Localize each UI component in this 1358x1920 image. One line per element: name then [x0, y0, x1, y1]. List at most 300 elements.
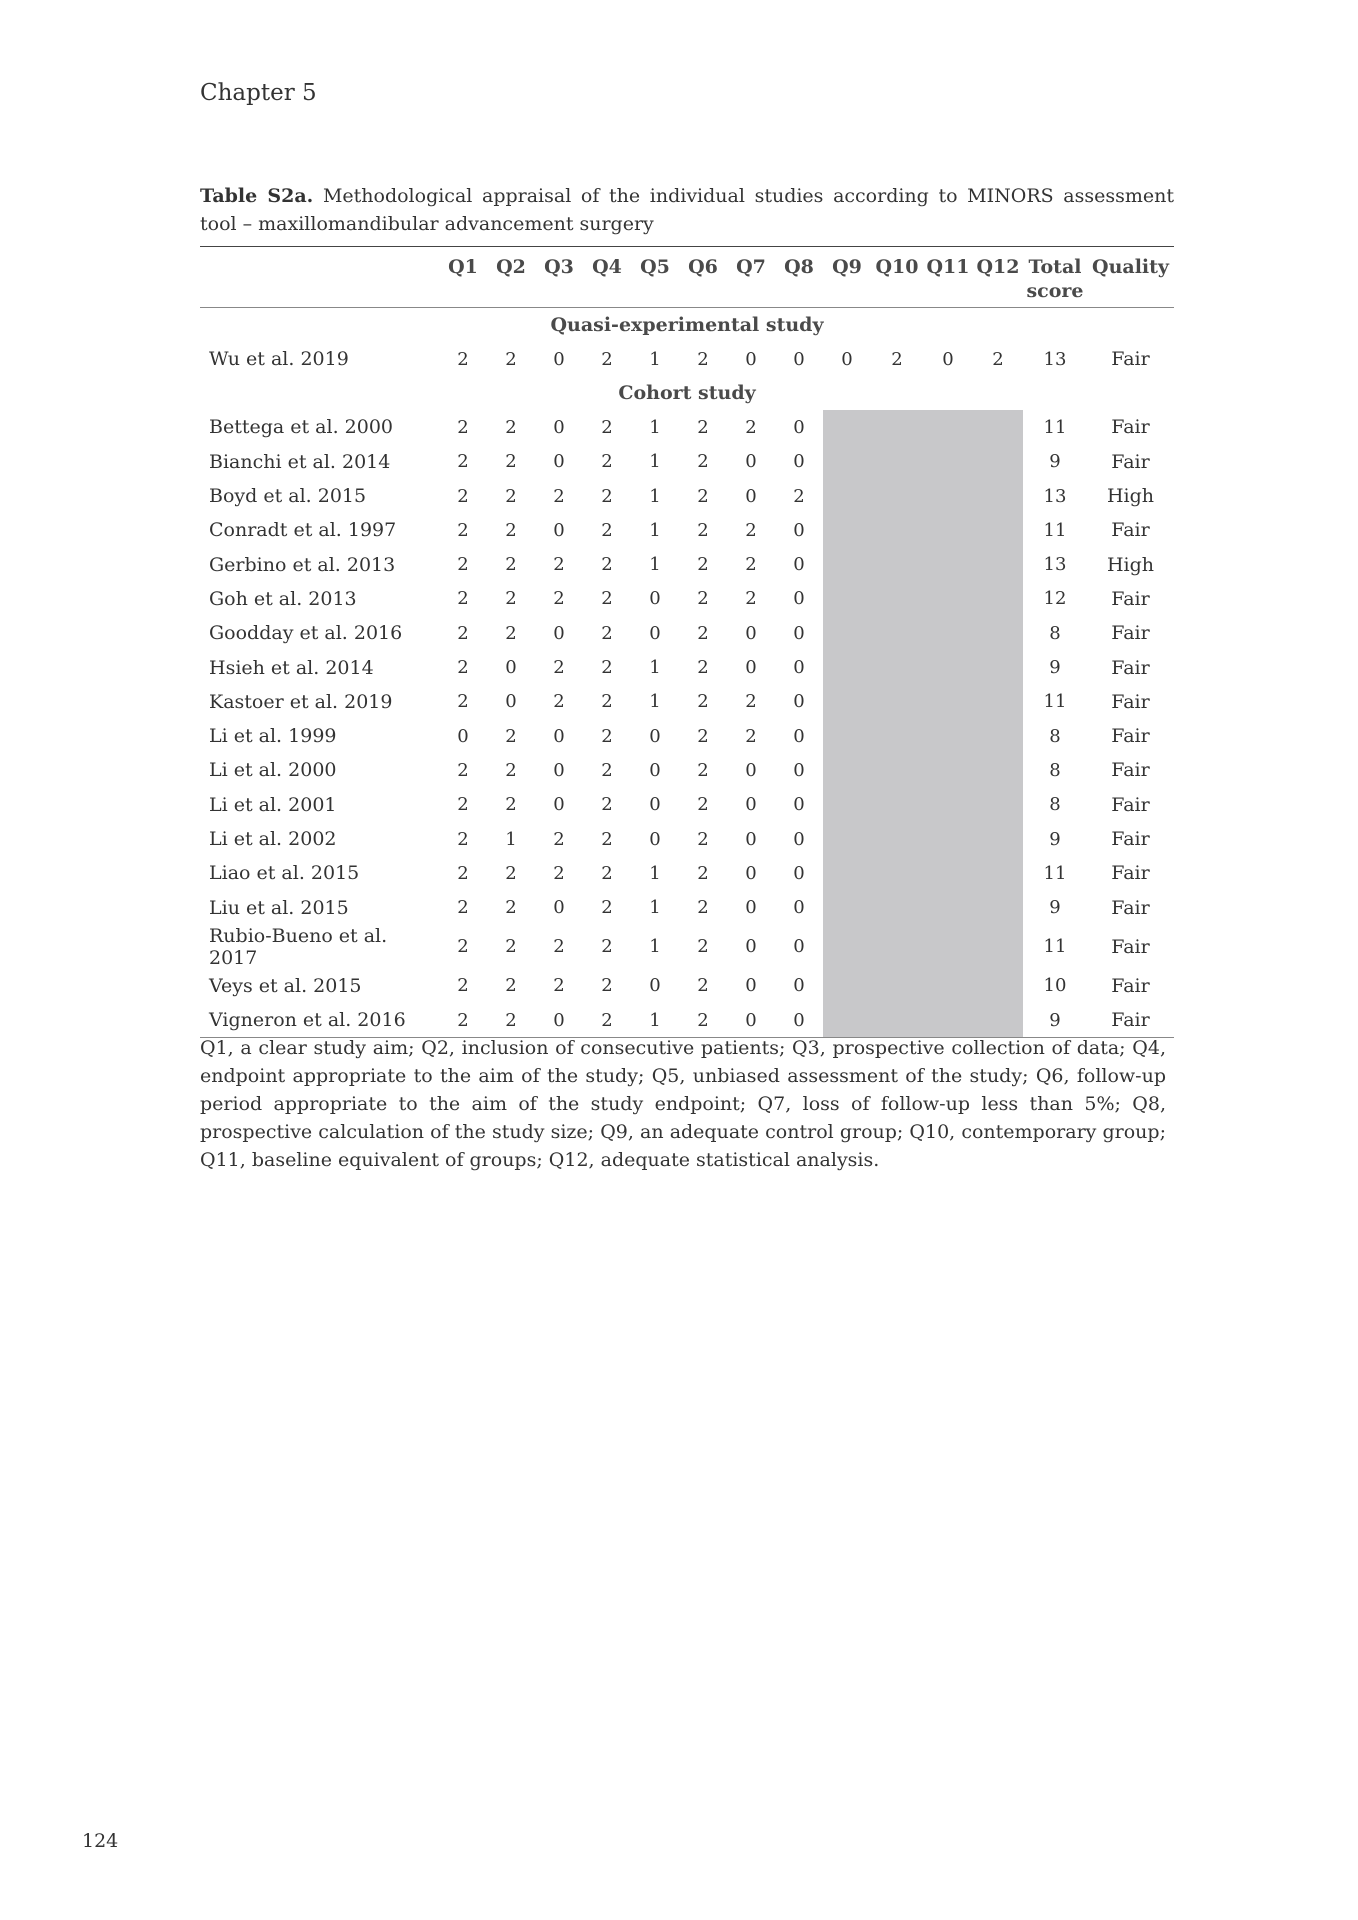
not-applicable-cell: [923, 582, 973, 616]
score-cell: 2: [697, 794, 709, 816]
not-applicable-cell: [823, 822, 871, 856]
total-score: 11: [1043, 416, 1067, 438]
table-row: [200, 753, 1174, 787]
not-applicable-cell: [923, 513, 973, 547]
not-applicable-cell: [823, 1003, 871, 1038]
study-name: Li et al. 2002: [209, 828, 337, 850]
not-applicable-cell: [973, 890, 1023, 924]
not-applicable-cell: [973, 925, 1023, 969]
not-applicable-cell: [871, 547, 923, 581]
score-cell: 2: [457, 519, 469, 541]
header-q9: Q9: [832, 256, 862, 278]
header-q8: Q8: [784, 256, 814, 278]
quality-rating: Fair: [1111, 725, 1150, 748]
score-cell: 2: [457, 794, 469, 816]
score-cell: 2: [505, 416, 517, 438]
score-cell: 2: [505, 936, 517, 958]
table-row: [200, 616, 1174, 650]
table-row: [200, 969, 1174, 1003]
score-cell: 0: [649, 588, 661, 610]
score-cell: 0: [553, 794, 565, 816]
score-cell: 2: [457, 451, 469, 473]
table-row: [200, 925, 1174, 969]
header-q7: Q7: [736, 256, 766, 278]
not-applicable-cell: [973, 719, 1023, 753]
table-row: [200, 788, 1174, 822]
score-cell: 0: [745, 657, 757, 679]
not-applicable-cell: [973, 616, 1023, 650]
score-cell: 2: [457, 588, 469, 610]
score-cell: 0: [553, 622, 565, 644]
table-row: [200, 513, 1174, 547]
table-caption-text: Methodological appraisal of the individual studies according to MINORS assessment tool – maxillomandibular advancement surgery: [200, 185, 1174, 235]
quality-rating: Fair: [1111, 896, 1150, 919]
score-cell: 0: [793, 554, 805, 576]
table-row: [200, 719, 1174, 753]
score-cell: 0: [793, 1009, 805, 1031]
not-applicable-cell: [923, 479, 973, 513]
score-cell: 2: [601, 725, 613, 747]
study-name: Bettega et al. 2000: [209, 416, 394, 439]
score-cell: 2: [601, 451, 613, 473]
not-applicable-cell: [871, 1003, 923, 1038]
score-cell: 0: [793, 657, 805, 679]
score-cell: 0: [649, 828, 661, 850]
score-cell: 2: [553, 554, 565, 576]
score-cell: 2: [457, 1009, 469, 1031]
score-cell: 0: [745, 862, 757, 884]
table-row: [200, 410, 1174, 444]
header-q10: Q10: [875, 256, 919, 278]
not-applicable-cell: [923, 856, 973, 890]
not-applicable-cell: [823, 547, 871, 581]
study-name: Rubio-Bueno et al. 2017: [209, 924, 388, 969]
score-cell: 2: [697, 622, 709, 644]
not-applicable-cell: [923, 925, 973, 969]
score-cell: 2: [457, 759, 469, 781]
header-q1: Q1: [448, 256, 478, 278]
score-cell: 2: [553, 657, 565, 679]
not-applicable-cell: [871, 822, 923, 856]
quality-rating: Fair: [1111, 828, 1150, 850]
score-cell: 2: [601, 554, 613, 576]
quality-rating: Fair: [1111, 935, 1150, 958]
score-cell: 0: [553, 348, 565, 370]
not-applicable-cell: [823, 856, 871, 890]
score-cell: 2: [505, 1009, 517, 1031]
not-applicable-cell: [823, 410, 871, 444]
page-number: 124: [82, 1830, 119, 1852]
score-cell: 0: [745, 794, 757, 816]
header-q6: Q6: [688, 256, 718, 278]
not-applicable-cell: [973, 753, 1023, 787]
score-cell: 0: [745, 975, 757, 997]
study-name: Goodday et al. 2016: [209, 622, 403, 645]
score-cell: 2: [505, 975, 517, 997]
score-cell: 2: [505, 622, 517, 644]
not-applicable-cell: [973, 513, 1023, 547]
not-applicable-cell: [823, 513, 871, 547]
not-applicable-cell: [923, 969, 973, 1003]
score-cell: 2: [457, 828, 469, 850]
score-cell: 0: [793, 862, 805, 884]
score-cell: 2: [505, 897, 517, 919]
score-cell: 2: [553, 828, 565, 850]
score-cell: 2: [793, 485, 805, 507]
total-score: 9: [1049, 451, 1061, 473]
not-applicable-cell: [823, 479, 871, 513]
not-applicable-cell: [871, 788, 923, 822]
score-cell: 2: [697, 828, 709, 850]
not-applicable-cell: [973, 479, 1023, 513]
score-cell: 2: [505, 519, 517, 541]
score-cell: 2: [457, 622, 469, 644]
not-applicable-cell: [823, 719, 871, 753]
score-cell: 2: [553, 485, 565, 507]
study-name: Goh et al. 2013: [209, 587, 357, 610]
score-cell: 0: [793, 794, 805, 816]
total-score: 9: [1049, 657, 1061, 679]
table-row: [200, 650, 1174, 684]
table-footnote: Q1, a clear study aim; Q2, inclusion of consecutive patients; Q3, prospective collection of data; Q4, endpoint appropriate to the aim of the study; Q5, unbiased assessment of the study; Q6, follow-up period appropriate to the aim of the study endpoint; Q7, loss of follow-up less than 5%; Q8, prospective calculation of the study size; Q9, an adequate control group; Q10, contemporary group; Q11, baseline equivalent of groups; Q12, adequate statistical analysis.: [200, 1037, 1166, 1171]
section-row: [200, 308, 1174, 343]
score-cell: 2: [697, 519, 709, 541]
header-q11: Q11: [926, 256, 970, 278]
score-cell: 0: [793, 725, 805, 747]
quality-rating: Fair: [1111, 587, 1150, 610]
study-name: Liu et al. 2015: [209, 896, 349, 919]
score-cell: 2: [553, 862, 565, 884]
score-cell: 0: [841, 348, 853, 370]
not-applicable-cell: [871, 410, 923, 444]
score-cell: 2: [697, 897, 709, 919]
score-cell: 2: [601, 1009, 613, 1031]
score-cell: 2: [457, 554, 469, 576]
not-applicable-cell: [871, 890, 923, 924]
score-cell: 2: [601, 862, 613, 884]
score-cell: 2: [505, 348, 517, 370]
score-cell: 0: [793, 691, 805, 713]
not-applicable-cell: [973, 650, 1023, 684]
score-cell: 0: [649, 759, 661, 781]
score-cell: 2: [457, 485, 469, 507]
score-cell: 0: [649, 622, 661, 644]
score-cell: 2: [553, 975, 565, 997]
quality-rating: High: [1106, 485, 1155, 508]
score-cell: 1: [505, 828, 517, 850]
total-score: 9: [1049, 1009, 1061, 1031]
score-cell: 2: [601, 519, 613, 541]
score-cell: 2: [697, 348, 709, 370]
minors-appraisal-table: [200, 246, 1174, 1038]
not-applicable-cell: [871, 616, 923, 650]
score-cell: 2: [601, 416, 613, 438]
score-cell: 2: [457, 862, 469, 884]
score-cell: 1: [649, 451, 661, 473]
not-applicable-cell: [871, 719, 923, 753]
score-cell: 0: [553, 519, 565, 541]
study-name: Hsieh et al. 2014: [209, 656, 374, 679]
score-cell: 2: [601, 936, 613, 958]
score-cell: 2: [505, 554, 517, 576]
total-score: 13: [1043, 485, 1067, 507]
not-applicable-cell: [871, 925, 923, 969]
score-cell: 0: [745, 828, 757, 850]
table-row: [200, 547, 1174, 581]
study-name: Boyd et al. 2015: [209, 485, 367, 508]
score-cell: 0: [793, 828, 805, 850]
score-cell: 2: [457, 657, 469, 679]
score-cell: 2: [745, 519, 757, 541]
score-cell: 0: [553, 1009, 565, 1031]
not-applicable-cell: [923, 547, 973, 581]
not-applicable-cell: [823, 925, 871, 969]
not-applicable-cell: [871, 513, 923, 547]
quality-rating: Fair: [1111, 759, 1150, 782]
score-cell: 2: [697, 451, 709, 473]
not-applicable-cell: [973, 582, 1023, 616]
not-applicable-cell: [871, 650, 923, 684]
not-applicable-cell: [923, 616, 973, 650]
not-applicable-cell: [823, 582, 871, 616]
score-cell: 2: [505, 485, 517, 507]
score-cell: 1: [649, 519, 661, 541]
score-cell: 1: [649, 691, 661, 713]
score-cell: 0: [793, 519, 805, 541]
score-cell: 2: [697, 554, 709, 576]
not-applicable-cell: [973, 822, 1023, 856]
not-applicable-cell: [871, 685, 923, 719]
score-cell: 0: [505, 657, 517, 679]
score-cell: 2: [553, 936, 565, 958]
quality-rating: Fair: [1111, 348, 1150, 371]
score-cell: 2: [457, 348, 469, 370]
score-cell: 2: [697, 725, 709, 747]
score-cell: 0: [649, 975, 661, 997]
table-row: [200, 890, 1174, 924]
score-cell: 2: [601, 622, 613, 644]
section-title: Cohort study: [618, 382, 756, 405]
score-cell: 1: [649, 897, 661, 919]
score-cell: 0: [793, 759, 805, 781]
not-applicable-cell: [923, 719, 973, 753]
quality-rating: Fair: [1111, 450, 1150, 473]
total-score: 9: [1049, 828, 1061, 850]
score-cell: 1: [649, 936, 661, 958]
section-title: Quasi-experimental study: [550, 314, 824, 336]
not-applicable-cell: [923, 650, 973, 684]
score-cell: 0: [793, 622, 805, 644]
score-cell: 2: [505, 862, 517, 884]
score-cell: 0: [793, 897, 805, 919]
study-name: Liao et al. 2015: [209, 862, 360, 885]
score-cell: 1: [649, 657, 661, 679]
table-row: [200, 342, 1174, 376]
table-caption: [200, 182, 1174, 238]
total-score: 11: [1043, 936, 1067, 958]
table-row: [200, 822, 1174, 856]
score-cell: 2: [697, 936, 709, 958]
table-row: [200, 582, 1174, 616]
section-row: [200, 376, 1174, 410]
total-score: 13: [1043, 348, 1067, 370]
score-cell: 2: [697, 862, 709, 884]
score-cell: 2: [601, 348, 613, 370]
study-name: Vigneron et al. 2016: [209, 1009, 406, 1032]
score-cell: 2: [505, 451, 517, 473]
total-score: 11: [1043, 691, 1067, 713]
score-cell: 2: [601, 588, 613, 610]
score-cell: 2: [601, 657, 613, 679]
not-applicable-cell: [923, 1003, 973, 1038]
table-body: [200, 308, 1174, 1038]
not-applicable-cell: [923, 410, 973, 444]
header-q2: Q2: [496, 256, 526, 278]
score-cell: 0: [457, 725, 469, 747]
score-cell: 0: [793, 416, 805, 438]
header-q5: Q5: [640, 256, 670, 278]
score-cell: 0: [793, 975, 805, 997]
score-cell: 2: [697, 588, 709, 610]
score-cell: 0: [649, 794, 661, 816]
score-cell: 2: [601, 897, 613, 919]
total-score: 8: [1049, 725, 1061, 747]
total-score: 9: [1049, 897, 1061, 919]
not-applicable-cell: [871, 479, 923, 513]
study-name: Li et al. 2000: [209, 759, 337, 782]
quality-rating: Fair: [1111, 622, 1150, 645]
quality-rating: Fair: [1111, 416, 1150, 439]
not-applicable-cell: [871, 445, 923, 479]
score-cell: 2: [697, 416, 709, 438]
score-cell: 0: [745, 897, 757, 919]
not-applicable-cell: [923, 788, 973, 822]
total-score: 12: [1043, 588, 1067, 610]
running-header: Chapter 5: [200, 80, 317, 106]
score-cell: 2: [457, 975, 469, 997]
score-cell: 2: [992, 348, 1004, 370]
table-caption-label: Table S2a.: [200, 185, 314, 207]
study-name: Wu et al. 2019: [209, 348, 349, 371]
not-applicable-cell: [823, 890, 871, 924]
not-applicable-cell: [871, 753, 923, 787]
header-q12: Q12: [976, 256, 1020, 278]
score-cell: 2: [457, 691, 469, 713]
table-row: [200, 445, 1174, 479]
study-name: Conradt et al. 1997: [209, 519, 397, 542]
score-cell: 2: [505, 725, 517, 747]
score-cell: 0: [745, 348, 757, 370]
quality-rating: Fair: [1111, 519, 1150, 542]
not-applicable-cell: [871, 856, 923, 890]
not-applicable-cell: [923, 753, 973, 787]
score-cell: 0: [745, 1009, 757, 1031]
score-cell: 2: [505, 588, 517, 610]
total-score: 13: [1043, 554, 1067, 576]
study-name: Gerbino et al. 2013: [209, 553, 396, 576]
total-score: 10: [1043, 975, 1067, 997]
total-score: 8: [1049, 622, 1061, 644]
study-name: Kastoer et al. 2019: [209, 690, 393, 713]
quality-rating: Fair: [1111, 690, 1150, 713]
not-applicable-cell: [823, 753, 871, 787]
not-applicable-cell: [823, 616, 871, 650]
score-cell: 2: [601, 691, 613, 713]
score-cell: 0: [553, 416, 565, 438]
table-row: [200, 856, 1174, 890]
score-cell: 2: [697, 759, 709, 781]
not-applicable-cell: [823, 650, 871, 684]
table-header-row: [200, 247, 1174, 308]
score-cell: 2: [745, 588, 757, 610]
score-cell: 2: [601, 828, 613, 850]
not-applicable-cell: [823, 445, 871, 479]
score-cell: 0: [793, 936, 805, 958]
score-cell: 2: [697, 1009, 709, 1031]
score-cell: 2: [601, 794, 613, 816]
quality-rating: Fair: [1111, 974, 1150, 997]
table-row: [200, 1003, 1174, 1038]
score-cell: 0: [553, 451, 565, 473]
not-applicable-cell: [923, 822, 973, 856]
quality-rating: Fair: [1111, 793, 1150, 816]
score-cell: 2: [745, 725, 757, 747]
not-applicable-cell: [923, 890, 973, 924]
score-cell: 2: [697, 691, 709, 713]
score-cell: 2: [745, 691, 757, 713]
score-cell: 2: [601, 759, 613, 781]
not-applicable-cell: [973, 969, 1023, 1003]
score-cell: 0: [553, 897, 565, 919]
header-q3: Q3: [544, 256, 574, 278]
score-cell: 0: [553, 759, 565, 781]
score-cell: 0: [553, 725, 565, 747]
study-name: Bianchi et al. 2014: [209, 450, 391, 473]
score-cell: 2: [891, 348, 903, 370]
header-quality: Quality: [1092, 256, 1169, 278]
quality-rating: Fair: [1111, 862, 1150, 885]
not-applicable-cell: [823, 788, 871, 822]
not-applicable-cell: [823, 969, 871, 1003]
score-cell: 2: [601, 485, 613, 507]
score-cell: 1: [649, 348, 661, 370]
not-applicable-cell: [871, 969, 923, 1003]
score-cell: 2: [601, 975, 613, 997]
score-cell: 2: [457, 936, 469, 958]
score-cell: 0: [793, 451, 805, 473]
score-cell: 2: [505, 759, 517, 781]
quality-rating: Fair: [1111, 1009, 1150, 1032]
study-name: Li et al. 1999: [209, 725, 337, 748]
total-score: 8: [1049, 759, 1061, 781]
not-applicable-cell: [973, 856, 1023, 890]
score-cell: 1: [649, 1009, 661, 1031]
score-cell: 2: [457, 897, 469, 919]
score-cell: 1: [649, 862, 661, 884]
score-cell: 0: [745, 759, 757, 781]
score-cell: 0: [649, 725, 661, 747]
not-applicable-cell: [973, 1003, 1023, 1038]
score-cell: 0: [793, 588, 805, 610]
table-row: [200, 479, 1174, 513]
score-cell: 0: [793, 348, 805, 370]
study-name: Veys et al. 2015: [209, 974, 362, 997]
not-applicable-cell: [823, 685, 871, 719]
not-applicable-cell: [973, 445, 1023, 479]
header-q4: Q4: [592, 256, 622, 278]
score-cell: 0: [745, 451, 757, 473]
quality-rating: Fair: [1111, 656, 1150, 679]
